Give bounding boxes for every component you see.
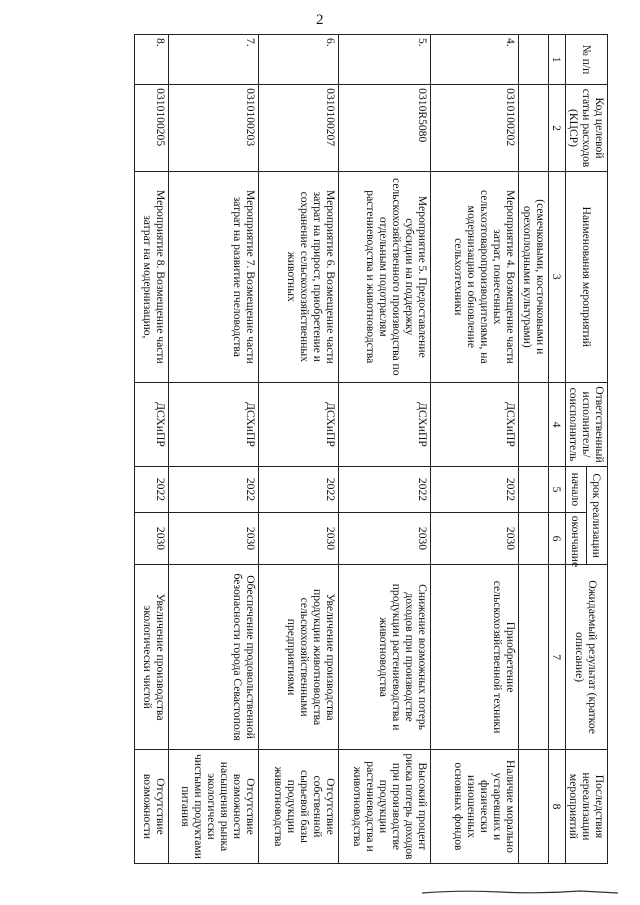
- row-result: Снижение возможных потерь доходов при производстве продукции растениеводства и животноводства: [339, 565, 431, 750]
- row-executor: ДСХиПР: [135, 382, 169, 466]
- row-result: Обеспечение продовольственной безопасности города Севастополя: [169, 565, 259, 750]
- row-start: 2022: [431, 467, 519, 513]
- column-number: 8: [549, 749, 566, 863]
- page-number: 2: [316, 12, 324, 28]
- column-number: 2: [549, 85, 566, 172]
- row-num: 4.: [431, 35, 519, 85]
- table-row: [259, 35, 339, 864]
- continuation-text: (семечковыми, косточковыми и орехоплодными культурами): [519, 171, 549, 382]
- row-consequence: Отсутствие возможности: [135, 749, 169, 863]
- row-kcsr: 0310100207: [259, 85, 339, 172]
- row-name: Мероприятие 5. Предоставление субсидии на поддержку сельскохозяйственного производства по отдельным подотраслям растениеводства и животноводства: [339, 171, 431, 382]
- row-result: Увеличение производства продукции животноводства сельскохозяйственными предприятиями: [259, 565, 339, 750]
- row-end: 2030: [169, 512, 259, 564]
- column-number: 4: [549, 382, 566, 466]
- row-num: 8.: [135, 35, 169, 85]
- header-end: окончание: [566, 512, 587, 564]
- row-consequence: Высокий процент риска потерь доходов при производстве продукции растениеводства и животноводства: [339, 749, 431, 863]
- row-name: Мероприятие 6. Возмещение части затрат на прирост, приобретение и сохранение сельскохозяйственных животных: [259, 171, 339, 382]
- table-row: [431, 35, 519, 864]
- column-number-row: [549, 35, 566, 864]
- row-start: 2022: [259, 467, 339, 513]
- row-name: Мероприятие 4. Возмещение части затрат, понесенных сельхозтоваропроизводителями, на модернизацию и обновление сельхозтехники: [431, 171, 519, 382]
- rotated-table-container: [108, 34, 608, 864]
- row-kcsr: 0310100202: [431, 85, 519, 172]
- row-consequence: Отсутствие возможности насыщения рынка экологически чистыми продуктами питания: [169, 749, 259, 863]
- header-executor: Ответственный исполнитель/ соисполнитель: [566, 382, 608, 466]
- row-start: 2022: [135, 467, 169, 513]
- row-end: 2030: [431, 512, 519, 564]
- row-result: Приобретение сельскохозяйственной техники: [431, 565, 519, 750]
- row-start: 2022: [339, 467, 431, 513]
- row-kcsr: 0310R5080: [339, 85, 431, 172]
- row-consequence: Отсутствие собственной сырьевой базы продукции животноводства: [259, 749, 339, 863]
- row-executor: ДСХиПР: [431, 382, 519, 466]
- row-num: 7.: [169, 35, 259, 85]
- header-kcsr: Код целевой статьи расходов (КЦСР): [566, 85, 608, 172]
- row-start: 2022: [169, 467, 259, 513]
- row-executor: ДСХиПР: [259, 382, 339, 466]
- table-row: [169, 35, 259, 864]
- table-row: [339, 35, 431, 864]
- row-kcsr: 0310100205: [135, 85, 169, 172]
- row-end: 2030: [339, 512, 431, 564]
- measures-table: [134, 34, 608, 864]
- row-name: Мероприятие 7. Возмещение части затрат на развитие пчеловодства: [169, 171, 259, 382]
- column-number: 1: [549, 35, 566, 85]
- table-row-continuation: [519, 35, 549, 864]
- row-num: 6.: [259, 35, 339, 85]
- header-start: начало: [566, 467, 587, 513]
- table-row: [135, 35, 169, 864]
- column-number: 5: [549, 467, 566, 513]
- column-number: 7: [549, 565, 566, 750]
- row-executor: ДСХиПР: [339, 382, 431, 466]
- row-executor: ДСХиПР: [169, 382, 259, 466]
- row-kcsr: 0310100203: [169, 85, 259, 172]
- row-name: Мероприятие 8. Возмещение части затрат на модернизацию,: [135, 171, 169, 382]
- column-number: 6: [549, 512, 566, 564]
- header-result: Ожидаемый результат (краткое описание): [566, 565, 608, 750]
- row-end: 2030: [259, 512, 339, 564]
- row-result: Увеличение производства экологически чистой: [135, 565, 169, 750]
- header-name: Наименования мероприятий: [566, 171, 608, 382]
- row-num: 5.: [339, 35, 431, 85]
- row-end: 2030: [135, 512, 169, 564]
- column-number: 3: [549, 171, 566, 382]
- header-consequence: Последствия нереализации мероприятий: [566, 749, 608, 863]
- header-period: Срок реализации: [587, 467, 608, 565]
- row-consequence: Наличие морально устаревших и физически изношенных основных фондов: [431, 749, 519, 863]
- scan-mark-line: [420, 884, 620, 898]
- header-num: № п/п: [566, 35, 608, 85]
